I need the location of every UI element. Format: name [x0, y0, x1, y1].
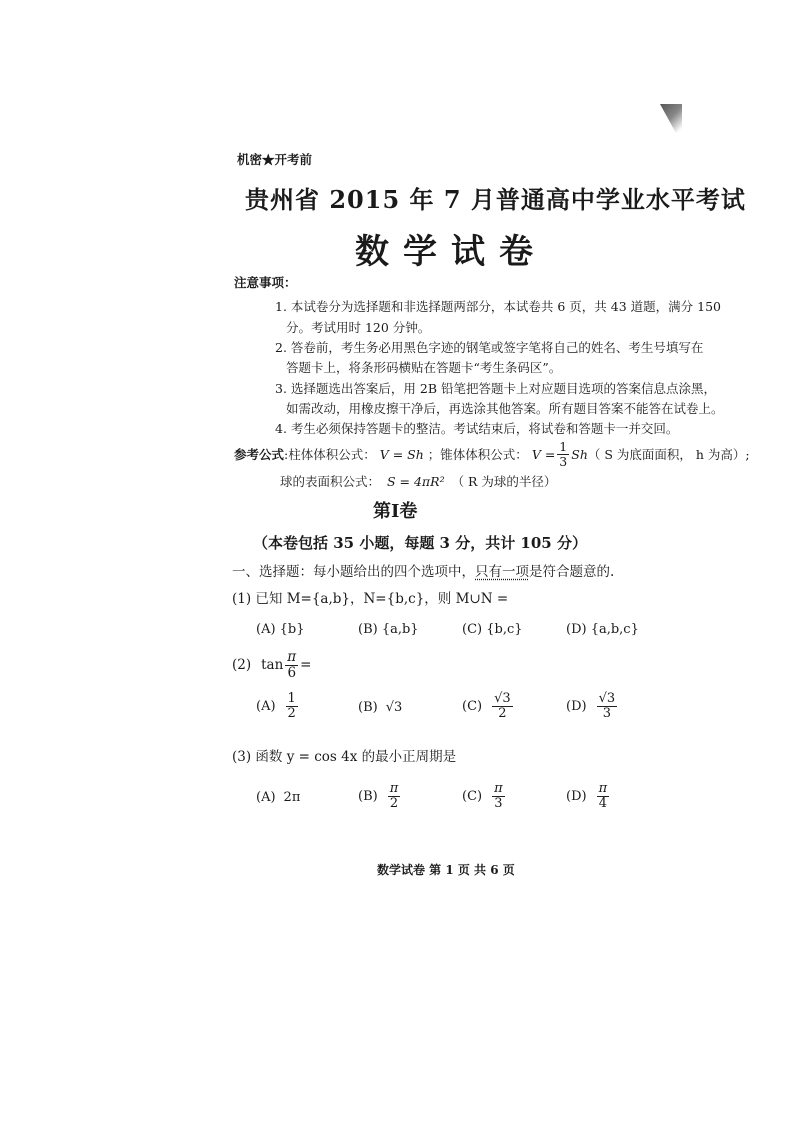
- option-a: (A) 2π: [256, 790, 301, 805]
- sphere-line: [280, 472, 556, 490]
- exam-title: 贵州省 2015 年 7 月普通高中学业水平考试: [245, 185, 746, 214]
- subject-title: 数学试卷: [355, 232, 547, 272]
- scan-corner-artifact: [660, 104, 682, 144]
- section-heading: 一、选择题：每小题给出的四个选项中，只有一项是符合题意的.: [232, 564, 615, 580]
- question-stem: (1) 已知 M={a,b}，N={b,c}，则 M∪N =: [232, 591, 509, 607]
- option-a: (A) $\frac{1}{2}$: [256, 691, 296, 722]
- pyramid-lhs: V =: [531, 446, 556, 462]
- emphasis-text: 只有一项: [475, 564, 529, 580]
- prism-text: :柱体体积公式：: [284, 447, 376, 463]
- pyramid-rhs: Sh: [571, 446, 588, 462]
- pyramid-text: ；锥体体积公式：: [427, 447, 528, 463]
- notice-line: 4. 考生必须保持答题卡的整洁。考试结束后，将试卷和答题卡一并交回。: [275, 421, 679, 436]
- part-title: 第Ⅰ卷: [373, 501, 418, 522]
- option-b: (B) $\frac{\pi}{2}$: [358, 781, 399, 812]
- question-stem: (3) 函数 y = cos 4x 的最小正周期是: [232, 749, 457, 765]
- sphere-formula: S = 4πR²: [387, 474, 445, 489]
- stem-fraction: $\frac{\pi}{6}$: [287, 649, 297, 681]
- notice-line: 答题卡上，将条形码横贴在答题卡“考生条码区”。: [286, 360, 562, 375]
- option-d: (D) $\frac{√3}{3}$: [566, 691, 616, 722]
- pyramid-fraction: $\frac{1}{3}$: [559, 439, 568, 469]
- option-a: (A) {b}: [256, 622, 305, 637]
- page-footer: 数学试卷 第 1 页 共 6 页: [377, 863, 515, 877]
- formula-line: [234, 440, 750, 469]
- prism-formula: V = Sh: [379, 446, 424, 462]
- sphere-text: 球的表面积公式：: [280, 474, 381, 489]
- pyramid-note: （ S 为底面面积， h 为高）;: [587, 447, 750, 463]
- option-c: (C) {b,c}: [462, 622, 523, 637]
- notice-line: 2. 答卷前，考生务必用黑色字迹的钢笔或签字笔将自己的姓名、考生号填写在: [275, 340, 704, 355]
- notice-line: 1. 本试卷分为选择题和非选择题两部分，本试卷共 6 页，共 43 道题，满分 150: [275, 299, 721, 314]
- secrecy-label: 机密★开考前: [237, 152, 313, 167]
- part-note: （本卷包括 35 小题，每题 3 分，共计 105 分）: [253, 534, 587, 552]
- option-b: (B) √3: [358, 700, 403, 715]
- notice-line: 3. 选择题选出答案后，用 2B 铅笔把答题卡上对应题目选项的答案信息点涂黑，: [275, 381, 716, 396]
- question-stem: (2) tan $\frac{\pi}{6}$ =: [232, 649, 312, 681]
- sphere-note: （ R 为球的半径）: [451, 474, 557, 489]
- notice-heading: 注意事项：: [234, 275, 297, 290]
- option-d: (D) {a,b,c}: [566, 622, 639, 637]
- option-c: (C) $\frac{√3}{2}$: [462, 691, 511, 722]
- formula-label: 参考公式: [234, 447, 285, 463]
- option-c: (C) $\frac{\pi}{3}$: [462, 781, 503, 812]
- notice-line: 如需改动，用橡皮擦干净后，再选涂其他答案。所有题目答案不能答在试卷上。: [286, 401, 724, 416]
- option-b: (B) {a,b}: [358, 622, 419, 637]
- notice-line: 分。考试用时 120 分钟。: [286, 320, 431, 335]
- option-d: (D) $\frac{\pi}{4}$: [566, 781, 608, 812]
